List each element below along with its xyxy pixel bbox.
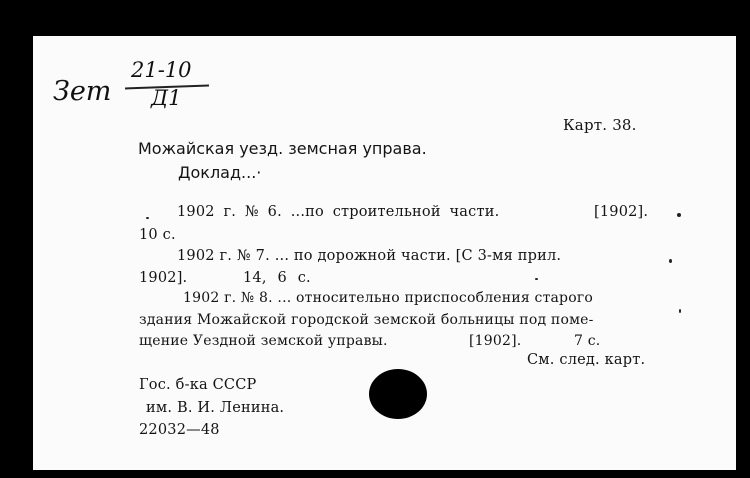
library-line-2: им. В. И. Ленина. xyxy=(146,400,285,416)
entry-2-line-1: 1902 г. № 7. ... по дорожной части. [С 3-мя прил. xyxy=(177,248,562,264)
punch-hole xyxy=(369,369,427,419)
shelfmark-numerator: 21-10 xyxy=(131,58,192,82)
entry-2-line-2a: 1902]. xyxy=(139,270,188,286)
entry-3-line-3c: 7 с. xyxy=(574,333,601,349)
library-line-1: Гос. б-ка СССР xyxy=(139,377,257,393)
entry-1-year: [1902]. xyxy=(594,204,649,220)
scan-speck xyxy=(146,217,149,219)
entry-3-line-3b: [1902]. xyxy=(469,333,522,349)
shelfmark-prefix: Зет xyxy=(53,76,112,107)
entry-3-line-1: 1902 г. № 8. ... относительно приспособления старого xyxy=(183,290,594,306)
document-type: Доклад...· xyxy=(178,163,262,182)
library-line-3: 22032—48 xyxy=(139,422,220,438)
scan-speck xyxy=(535,278,538,280)
shelfmark-denominator: Д1 xyxy=(151,86,182,110)
entry-1-line-2: 10 с. xyxy=(139,227,176,243)
scan-speck xyxy=(669,259,672,263)
institution-heading: Можайская уезд. земсная управа. xyxy=(138,139,427,158)
see-next-card: См. след. карт. xyxy=(527,352,646,368)
entry-3-line-2: здания Можайской городской земской больницы под поме- xyxy=(139,312,594,328)
entry-2-line-2b: 14, 6 с. xyxy=(243,270,311,286)
scan-speck xyxy=(679,309,681,313)
scan-speck xyxy=(677,213,681,217)
entry-3-line-3a: щение Уездной земской управы. xyxy=(139,333,388,349)
catalog-card xyxy=(33,36,736,470)
entry-1-line-1: 1902 г. № 6. ...по строительной части. xyxy=(177,204,500,220)
card-number: Карт. 38. xyxy=(563,116,637,134)
